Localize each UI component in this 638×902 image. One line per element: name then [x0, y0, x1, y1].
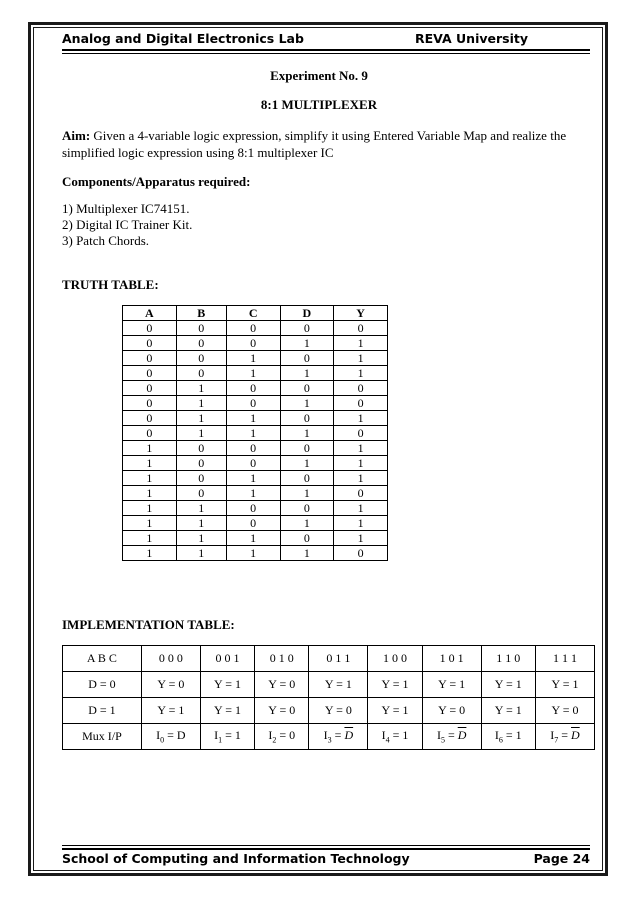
table-cell: 1	[123, 456, 177, 471]
table-cell: Y = 0	[255, 698, 309, 724]
table-row	[123, 516, 388, 531]
table-cell: 1	[226, 471, 280, 486]
table-cell: 0	[226, 321, 280, 336]
table-cell: 1 0 1	[422, 646, 481, 672]
table-cell: $I_5 = \overline{D}$	[422, 724, 481, 750]
table-cell: 1	[226, 486, 280, 501]
table-cell: 1	[176, 411, 226, 426]
table-cell: 1	[123, 471, 177, 486]
page-header	[62, 31, 528, 49]
table-cell: 1	[334, 456, 388, 471]
table-cell: 0	[280, 321, 334, 336]
aim-label: Aim:	[62, 128, 91, 143]
table-cell: 1	[226, 366, 280, 381]
table-cell: 0	[123, 381, 177, 396]
table-cell: Y = 1	[368, 672, 422, 698]
table-row	[123, 381, 388, 396]
table-cell: 1	[123, 501, 177, 516]
table-cell: 0	[176, 486, 226, 501]
truth-table	[122, 305, 388, 561]
truth-table-heading: TRUTH TABLE:	[62, 277, 159, 292]
table-cell: 1	[280, 396, 334, 411]
table-cell: Y = 0	[422, 698, 481, 724]
page-footer	[62, 851, 590, 869]
table-cell: 0	[176, 471, 226, 486]
table-cell: Y = 0	[255, 672, 309, 698]
experiment-number: Experiment No. 9	[270, 68, 368, 83]
table-cell: 0	[280, 381, 334, 396]
page-number: Page 24	[533, 851, 590, 866]
table-cell: 0	[280, 531, 334, 546]
column-header: D	[280, 306, 334, 321]
table-cell: 0	[334, 321, 388, 336]
table-cell: 0	[123, 426, 177, 441]
table-cell: Y = 0	[535, 698, 594, 724]
table-row	[123, 396, 388, 411]
list-item: 3) Patch Chords.	[62, 233, 150, 248]
header-university: REVA University	[415, 31, 528, 46]
table-cell: 0	[280, 501, 334, 516]
table-row	[123, 411, 388, 426]
table-cell: Y = 1	[368, 698, 422, 724]
table-row	[123, 456, 388, 471]
table-cell: 0	[280, 411, 334, 426]
table-cell: 1	[280, 486, 334, 501]
table-row	[123, 336, 388, 351]
table-cell: 0	[123, 351, 177, 366]
table-cell: Y = 1	[200, 672, 254, 698]
table-cell: $I_3 = \overline{D}$	[309, 724, 368, 750]
table-cell: 1	[334, 336, 388, 351]
table-cell: 1	[334, 441, 388, 456]
table-cell: 1	[123, 516, 177, 531]
table-cell: 1	[280, 426, 334, 441]
table-cell: 1	[334, 471, 388, 486]
table-cell: D = 1	[63, 698, 142, 724]
table-row	[63, 646, 595, 672]
header-rule	[62, 49, 590, 51]
table-cell: 1	[280, 546, 334, 561]
table-cell: Y = 1	[535, 672, 594, 698]
list-item: 2) Digital IC Trainer Kit.	[62, 217, 193, 232]
table-row	[123, 486, 388, 501]
table-cell: 1 0 0	[368, 646, 422, 672]
table-cell: 1	[334, 531, 388, 546]
table-cell: 0	[334, 381, 388, 396]
table-cell: 0	[226, 396, 280, 411]
table-row	[123, 351, 388, 366]
table-cell: 1 1 0	[481, 646, 535, 672]
table-row	[63, 724, 595, 750]
header-lab-name: Analog and Digital Electronics Lab	[62, 31, 304, 46]
table-cell: 0	[280, 441, 334, 456]
table-cell: 0	[226, 441, 280, 456]
table-cell: 0	[123, 396, 177, 411]
table-cell: 0	[176, 366, 226, 381]
table-cell: 0	[176, 441, 226, 456]
table-cell: 0	[176, 456, 226, 471]
table-cell: 0	[226, 381, 280, 396]
table-cell: Y = 1	[309, 672, 368, 698]
table-cell: 1	[280, 366, 334, 381]
table-cell: 1	[123, 441, 177, 456]
table-cell: 0	[334, 546, 388, 561]
table-row	[63, 698, 595, 724]
components-list	[62, 201, 192, 249]
table-cell: 1	[226, 411, 280, 426]
table-cell: 0	[334, 426, 388, 441]
aim-text: Given a 4-variable logic expression, simplify it using Entered Variable Map and realize the simplified logic expression using 8:1 multiplexer IC	[62, 128, 567, 160]
table-cell: 1	[176, 381, 226, 396]
footer-rule	[62, 848, 590, 850]
table-cell: 1	[226, 531, 280, 546]
table-cell: 0	[334, 396, 388, 411]
table-cell: Mux I/P	[63, 724, 142, 750]
table-row	[63, 672, 595, 698]
table-row	[123, 441, 388, 456]
table-cell: 0 0 0	[141, 646, 200, 672]
table-cell: 0	[280, 351, 334, 366]
table-cell: 1	[226, 426, 280, 441]
table-header-row	[123, 306, 388, 321]
table-cell: 0	[280, 471, 334, 486]
table-row	[123, 531, 388, 546]
table-cell: 1 1 1	[535, 646, 594, 672]
column-header: B	[176, 306, 226, 321]
table-row	[123, 501, 388, 516]
table-row	[123, 546, 388, 561]
table-cell: Y = 1	[200, 698, 254, 724]
table-cell: 0	[226, 336, 280, 351]
table-cell: 1	[123, 486, 177, 501]
table-cell: 0	[123, 411, 177, 426]
table-cell: A B C	[63, 646, 142, 672]
table-cell: 1	[123, 546, 177, 561]
column-header: Y	[334, 306, 388, 321]
table-cell: 1	[334, 516, 388, 531]
table-cell: 0	[226, 501, 280, 516]
table-cell: Y = 1	[481, 698, 535, 724]
table-cell: 1	[334, 501, 388, 516]
table-cell: 1	[226, 351, 280, 366]
table-cell: 1	[280, 516, 334, 531]
column-header: C	[226, 306, 280, 321]
table-cell: 0 1 1	[309, 646, 368, 672]
table-cell: 1	[176, 546, 226, 561]
table-cell: 0	[123, 321, 177, 336]
table-cell: 0	[176, 336, 226, 351]
experiment-title: 8:1 MULTIPLEXER	[260, 97, 378, 112]
table-cell: 1	[123, 531, 177, 546]
table-cell: 1	[226, 546, 280, 561]
table-cell: 0	[176, 351, 226, 366]
implementation-table	[62, 645, 595, 750]
table-cell: 1	[176, 516, 226, 531]
table-cell: $I_0 = D$	[141, 724, 200, 750]
implementation-table-heading: IMPLEMENTATION TABLE:	[62, 617, 235, 632]
table-cell: Y = 1	[422, 672, 481, 698]
list-item: 1) Multiplexer IC74151.	[62, 201, 190, 216]
table-cell: $I_6 = 1$	[481, 724, 535, 750]
table-cell: 1	[334, 366, 388, 381]
table-cell: 1	[334, 351, 388, 366]
table-cell: Y = 1	[481, 672, 535, 698]
table-row	[123, 321, 388, 336]
table-cell: 0	[123, 366, 177, 381]
table-cell: 1	[334, 411, 388, 426]
table-cell: 0	[176, 321, 226, 336]
table-cell: Y = 1	[141, 698, 200, 724]
table-cell: 0	[123, 336, 177, 351]
table-cell: 1	[280, 456, 334, 471]
table-cell: Y = 0	[141, 672, 200, 698]
table-cell: $I_4 = 1$	[368, 724, 422, 750]
header-rule-thin	[62, 53, 590, 54]
table-cell: 0	[226, 516, 280, 531]
table-row	[123, 471, 388, 486]
column-header: A	[123, 306, 177, 321]
table-cell: 1	[176, 426, 226, 441]
table-cell: 1	[176, 531, 226, 546]
table-cell: 1	[280, 336, 334, 351]
table-cell: 1	[176, 501, 226, 516]
table-cell: 0 1 0	[255, 646, 309, 672]
table-cell: $I_7 = \overline{D}$	[535, 724, 594, 750]
table-cell: 0 0 1	[200, 646, 254, 672]
table-row	[123, 426, 388, 441]
footer-school: School of Computing and Information Technology	[62, 851, 410, 866]
table-cell: Y = 0	[309, 698, 368, 724]
table-cell: 0	[334, 486, 388, 501]
table-cell: $I_1 = 1$	[200, 724, 254, 750]
footer-rule-thin	[62, 845, 590, 846]
table-cell: D = 0	[63, 672, 142, 698]
table-cell: $I_2 = 0$	[255, 724, 309, 750]
table-cell: 0	[226, 456, 280, 471]
aim-paragraph	[62, 127, 582, 161]
table-row	[123, 366, 388, 381]
components-heading: Components/Apparatus required:	[62, 174, 251, 189]
table-cell: 1	[176, 396, 226, 411]
